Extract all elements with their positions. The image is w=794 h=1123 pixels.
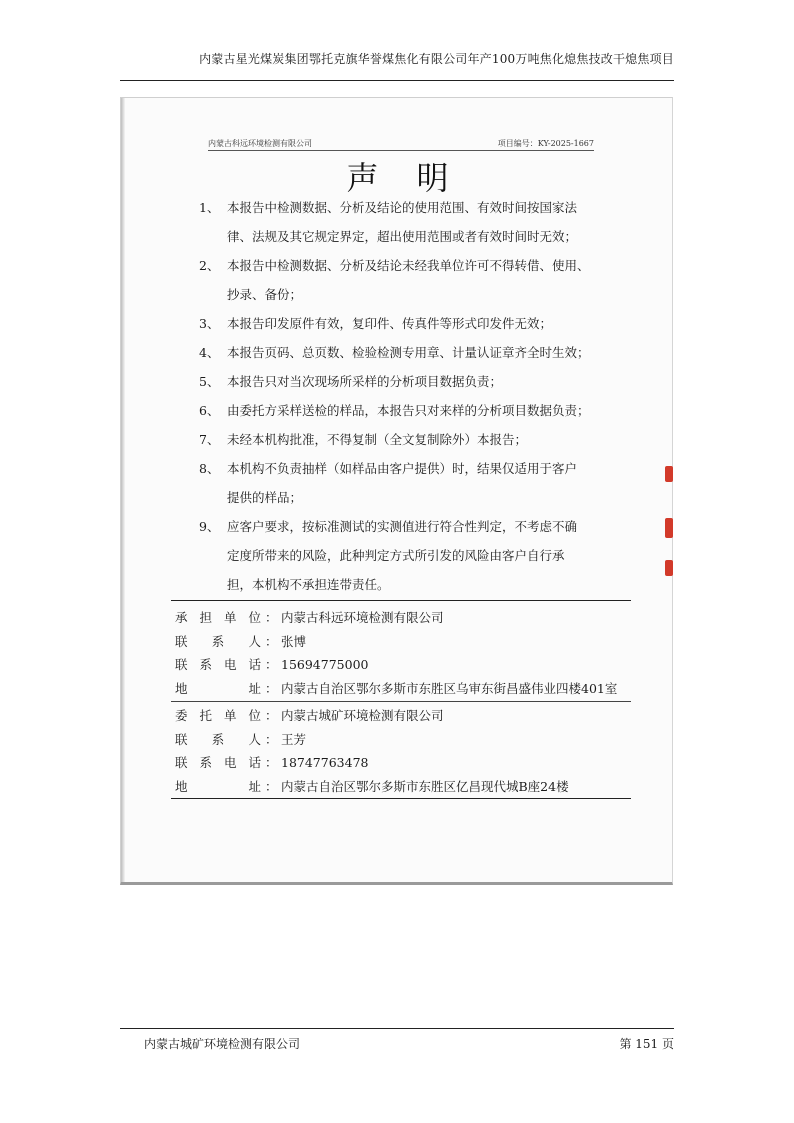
statement-item xyxy=(199,309,609,338)
undertaker-address-label: 地 址 xyxy=(175,680,261,696)
statement-line: 本报告印发原件有效，复印件、传真件等形式印发件无效； xyxy=(227,316,553,331)
statement-item-number: 8、 xyxy=(199,461,220,476)
colon: ： xyxy=(265,610,278,625)
client-address: 内蒙古自治区鄂尔多斯市东胜区亿昌现代城B座24楼 xyxy=(281,778,569,794)
page-header: 内蒙古星光煤炭集团鄂托克旗华誉煤焦化有限公司年产100万吨焦化熄焦技改干熄焦项目 xyxy=(199,52,674,66)
statement-item-text xyxy=(227,251,609,309)
statement-line: 未经本机构批准，不得复制（全文复制除外）本报告； xyxy=(227,432,528,447)
statement-item-text xyxy=(227,309,609,338)
undertaker-address: 内蒙古自治区鄂尔多斯市东胜区乌审东街昌盛伟业四楼401室 xyxy=(281,680,618,696)
colon: ： xyxy=(265,708,278,723)
client-unit: 内蒙古城矿环境检测有限公司 xyxy=(281,708,444,723)
statement-item xyxy=(199,193,609,251)
statement-line: 本机构不负责抽样（如样品由客户提供）时，结果仅适用于客户 xyxy=(227,461,578,476)
undertaker-contact-label: 联 系 人 xyxy=(175,633,261,649)
scan-shadow xyxy=(121,98,125,882)
undertaker-phone: 15694775000 xyxy=(281,657,369,672)
statement-line: 本报告中检测数据、分析及结论的使用范围、有效时间按国家法 xyxy=(227,200,578,215)
client-address-row xyxy=(175,775,635,799)
colon: ： xyxy=(265,633,278,649)
statement-item xyxy=(199,454,609,512)
statement-line: 定度所带来的风险，此种判定方式所引发的风险由客户自行承 xyxy=(227,548,565,563)
seal-edge-mark xyxy=(665,560,673,576)
statement-line: 提供的样品； xyxy=(227,490,303,505)
statement-line: 本报告中检测数据、分析及结论未经我单位许可不得转借、使用、 xyxy=(227,258,590,273)
statement-item-number: 7、 xyxy=(199,432,220,447)
undertaker-contact-row xyxy=(175,630,635,654)
statement-item-text xyxy=(227,454,609,512)
colon: ： xyxy=(265,680,278,696)
statement-line: 本报告只对当次现场所采样的分析项目数据负责； xyxy=(227,374,503,389)
info-top-rule xyxy=(171,600,631,601)
undertaker-phone-row xyxy=(175,653,635,677)
undertaker-unit-row xyxy=(175,606,635,630)
info-middle-rule xyxy=(171,701,631,702)
footer-page-number: 第 151 页 xyxy=(619,1037,674,1051)
statement-item-number: 5、 xyxy=(199,374,220,389)
undertaker-unit-label: 承 担 单 位 xyxy=(175,610,261,625)
statement-line: 律、法规及其它规定界定，超出使用范围或者有效时间时无效； xyxy=(227,229,578,244)
statement-item-number: 3、 xyxy=(199,316,220,331)
client-phone: 18747763478 xyxy=(281,755,369,770)
colon: ： xyxy=(265,755,278,770)
lab-name: 内蒙古科远环境检测有限公司 xyxy=(208,139,312,148)
statement-item-text xyxy=(227,512,609,599)
statement-item-number: 1、 xyxy=(199,200,220,215)
statement-item xyxy=(199,367,609,396)
statement-line: 由委托方采样送检的样品，本报告只对来样的分析项目数据负责； xyxy=(227,403,590,418)
scanned-statement-sheet xyxy=(120,97,673,885)
statement-item-number: 2、 xyxy=(199,258,220,273)
client-unit-row xyxy=(175,704,635,728)
statement-title: 声明 xyxy=(346,159,487,197)
statement-item-number: 4、 xyxy=(199,345,220,360)
statement-item xyxy=(199,512,609,599)
seal-edge-mark xyxy=(665,466,673,482)
statement-line: 担，本机构不承担连带责任。 xyxy=(227,577,390,592)
statement-line: 抄录、备份； xyxy=(227,287,303,302)
statement-item-text xyxy=(227,338,609,367)
undertaker-contact: 张博 xyxy=(281,633,307,649)
client-address-label: 地 址 xyxy=(175,778,261,794)
info-bottom-rule xyxy=(171,798,631,799)
statement-item-number: 6、 xyxy=(199,403,220,418)
colon: ： xyxy=(265,731,278,747)
statement-item-text xyxy=(227,396,609,425)
project-number: 项目编号：KY-2025-1667 xyxy=(497,139,594,148)
footer-rule xyxy=(120,1028,674,1029)
statement-item-text xyxy=(227,425,609,454)
statement-item xyxy=(199,396,609,425)
undertaker-unit: 内蒙古科远环境检测有限公司 xyxy=(281,610,444,625)
client-contact: 王芳 xyxy=(281,731,307,747)
statement-item-text xyxy=(227,367,609,396)
statement-items xyxy=(199,193,609,599)
undertaker-info xyxy=(175,606,635,700)
undertaker-address-row xyxy=(175,677,635,701)
footer-company: 内蒙古城矿环境检测有限公司 xyxy=(144,1037,301,1051)
statement-item xyxy=(199,425,609,454)
colon: ： xyxy=(265,657,278,672)
client-contact-label: 联 系 人 xyxy=(175,731,261,747)
statement-line: 应客户要求，按标准测试的实测值进行符合性判定，不考虑不确 xyxy=(227,519,578,534)
client-contact-row xyxy=(175,728,635,752)
header-rule xyxy=(120,80,674,81)
client-unit-label: 委 托 单 位 xyxy=(175,708,261,723)
colon: ： xyxy=(265,778,278,794)
client-phone-label: 联 系 电 话 xyxy=(175,755,261,770)
scan-header-rule xyxy=(208,150,594,151)
statement-item xyxy=(199,251,609,309)
statement-item-number: 9、 xyxy=(199,519,220,534)
statement-item xyxy=(199,338,609,367)
undertaker-phone-label: 联 系 电 话 xyxy=(175,657,261,672)
statement-item-text xyxy=(227,193,609,251)
statement-line: 本报告页码、总页数、检验检测专用章、计量认证章齐全时生效； xyxy=(227,345,590,360)
client-phone-row xyxy=(175,751,635,775)
client-info xyxy=(175,704,635,798)
seal-edge-mark xyxy=(665,518,673,538)
